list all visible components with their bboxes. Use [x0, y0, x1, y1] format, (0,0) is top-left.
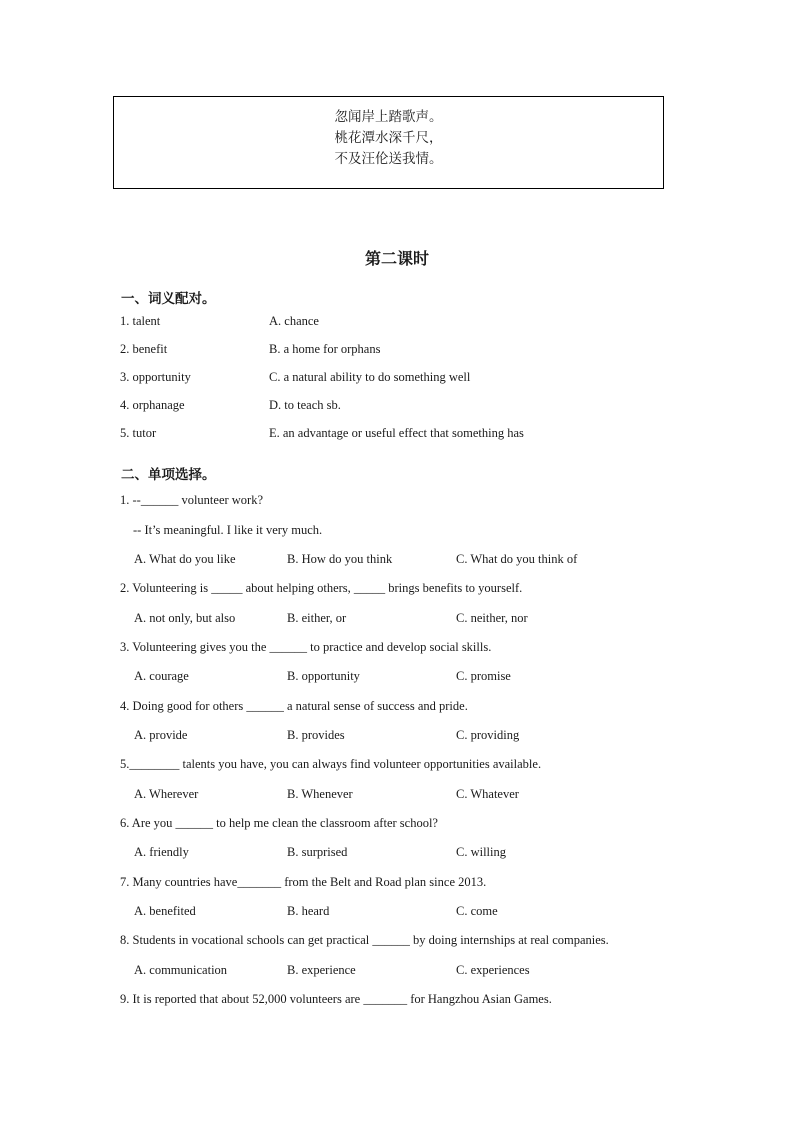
option-c: C. neither, nor: [456, 611, 528, 625]
question-stem: 5.________ talents you have, you can always find volunteer opportunities available.: [120, 757, 542, 771]
lesson-title: 第二课时: [364, 249, 429, 268]
question-stem: 4. Doing good for others ______ a natural sense of success and pride.: [120, 699, 468, 713]
option-c: C. willing: [456, 845, 507, 859]
option-b: B. How do you think: [287, 552, 393, 566]
poem-line: 桃花潭水深千尺，: [334, 130, 443, 146]
option-c: C. promise: [456, 669, 511, 683]
question-stem-reply: -- It’s meaningful. I like it very much.: [133, 523, 323, 537]
match-word: 4. orphanage: [120, 398, 185, 412]
option-a: A. provide: [134, 728, 188, 742]
match-meaning: A. chance: [269, 314, 319, 328]
option-a: A. friendly: [134, 845, 189, 859]
option-c: C. providing: [456, 728, 520, 742]
match-meaning: C. a natural ability to do something well: [269, 370, 471, 384]
option-c: C. What do you think of: [456, 552, 578, 566]
match-word: 5. tutor: [120, 426, 157, 440]
poem-line: 忽闻岸上踏歌声。: [334, 109, 443, 125]
match-meaning: B. a home for orphans: [269, 342, 381, 356]
match-word: 2. benefit: [120, 342, 168, 356]
section-heading-choice: 二、单项选择。: [121, 467, 216, 483]
option-b: B. surprised: [287, 845, 348, 859]
match-meaning: D. to teach sb.: [269, 398, 341, 412]
option-b: B. opportunity: [287, 669, 360, 683]
section-heading-matching: 一、词义配对。: [121, 291, 216, 307]
option-b: B. Whenever: [287, 787, 353, 801]
question-stem: 2. Volunteering is _____ about helping others, _____ brings benefits to yourself.: [120, 581, 523, 595]
option-c: C. Whatever: [456, 787, 519, 801]
question-stem: 6. Are you ______ to help me clean the classroom after school?: [120, 816, 438, 830]
option-a: A. not only, but also: [134, 611, 236, 625]
option-a: A. Wherever: [134, 787, 199, 801]
option-b: B. provides: [287, 728, 345, 742]
option-c: C. come: [456, 904, 498, 918]
option-a: A. benefited: [134, 904, 196, 918]
option-a: A. courage: [134, 669, 189, 683]
match-word: 1. talent: [120, 314, 161, 328]
question-stem: 1. --______ volunteer work?: [120, 493, 264, 507]
match-word: 3. opportunity: [120, 370, 191, 384]
option-b: B. heard: [287, 904, 330, 918]
poem-line: 不及汪伦送我情。: [334, 151, 443, 167]
option-b: B. experience: [287, 963, 356, 977]
question-stem: 3. Volunteering gives you the ______ to practice and develop social skills.: [120, 640, 492, 654]
question-stem: 7. Many countries have_______ from the Belt and Road plan since 2013.: [120, 875, 487, 889]
option-b: B. either, or: [287, 611, 347, 625]
question-stem: 8. Students in vocational schools can get practical ______ by doing internships at real companies.: [120, 933, 609, 947]
option-a: A. What do you like: [134, 552, 236, 566]
option-a: A. communication: [134, 963, 228, 977]
question-stem: 9. It is reported that about 52,000 volunteers are _______ for Hangzhou Asian Games.: [120, 992, 552, 1006]
match-meaning: E. an advantage or useful effect that something has: [269, 426, 524, 440]
option-c: C. experiences: [456, 963, 530, 977]
poem-box: [113, 96, 664, 189]
